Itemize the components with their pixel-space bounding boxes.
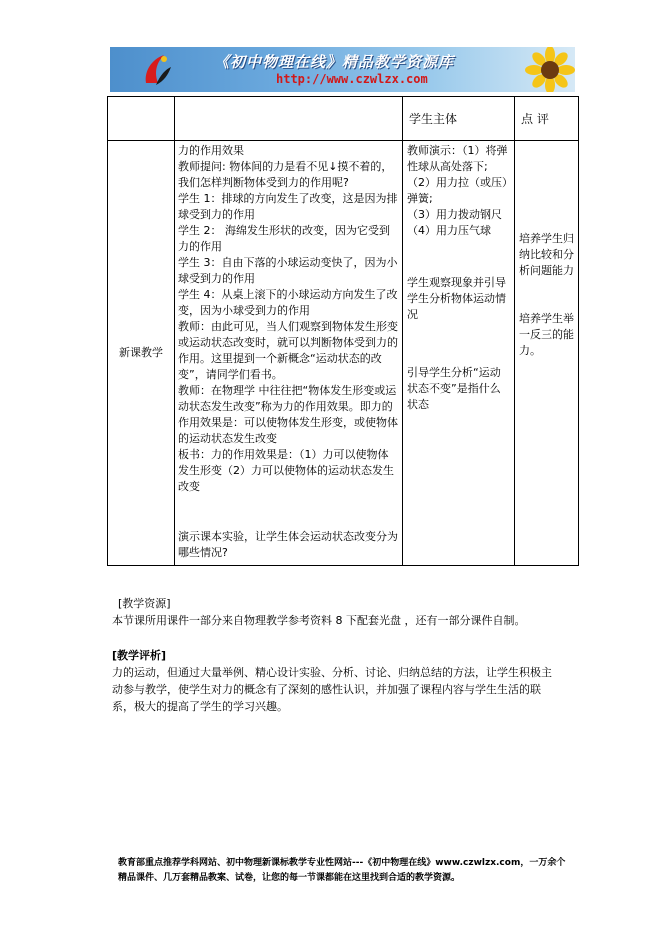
resources-heading: [教学资源] [118, 597, 171, 610]
demo-line-4: （4）用力压气球 [407, 224, 491, 237]
teacher-summary: 教师：由此可见，当人们观察到物体发生形变或运动状态改变时，就可以判断物体受到力的作用。这里提到一个新概念“运动状态的改变”，请同学们看书。 [178, 320, 398, 381]
table-header-row [108, 97, 579, 141]
demo-line-2: （2）用力拉（或压）弹簧; [407, 176, 508, 205]
header-student-main: 学生主体 [403, 97, 515, 141]
teacher-student-cell [175, 141, 403, 566]
comment-2: 培养学生举一反三的能力。 [519, 312, 574, 357]
banner-title: 《初中物理在线》精品教学资源库 [214, 53, 455, 71]
banner-url[interactable]: http://www.czwlzx.com [276, 72, 428, 86]
evaluation-body: 力的运动，但通过大量举例、精心设计实验、分析、讨论、归纳总结的方法，让学生积极主动参与教学，使学生对力的概念有了深刻的感性认识，并加强了课程内容与学生生活的联系，极大的提高了学生的学习兴趣。 [112, 666, 552, 713]
student-answer-1: 学生 1：排球的方向发生了改变，这是因为排球受到力的作用 [178, 192, 398, 221]
site-logo-icon [142, 53, 172, 87]
student-answer-4: 学生 4：从桌上滚下的小球运动方向发生了改变，因为小球受到力的作用 [178, 288, 398, 317]
comments-cell [515, 141, 579, 566]
teacher-definition: 教师：在物理学 中往往把“物体发生形变或运动状态发生改变”称为力的作用效果。即力的作用效果是：可以使物体发生形变，或使物体的运动状态发生改变 [178, 384, 398, 445]
demo-experiment: 演示课本实验，让学生体会运动状态改变分为哪些情况? [178, 530, 398, 559]
guide-text: 引导学生分析“运动状态不变”是指什么状态 [407, 366, 501, 411]
page-footer: 教育部重点推荐学科网站、初中物理新课标教学专业性网站---《初中物理在线》www.czwlzx.com，一万余个精品课件、几万套精品教案、试卷，让您的每一节课都能在这里找到合适的教学资源。 [118, 858, 566, 883]
student-main-cell [403, 141, 515, 566]
resources-body: 本节课所用课件一部分来自物理教学参考资料 8 下配套光盘 ，还有一部分课件自制。 [112, 614, 526, 627]
blackboard-note: 板书：力的作用效果是：（1）力可以使物体发生形变（2）力可以使物体的运动状态发生改变 [178, 448, 394, 493]
teacher-question: 教师提问: 物体间的力是看不见↓摸不着的，我们怎样判断物体受到力的作用呢? [178, 160, 393, 189]
header-cell-empty-2 [175, 97, 403, 141]
section-title: 力的作用效果 [178, 144, 244, 157]
lesson-table [107, 96, 579, 566]
demo-line-1: 教师演示：（1）将弹性球从高处落下; [407, 144, 508, 173]
row-label: 新课教学 [108, 141, 175, 566]
site-banner [110, 47, 575, 92]
header-cell-empty-1 [108, 97, 175, 141]
student-answer-3: 学生 3：自由下落的小球运动变快了，因为小球受到力的作用 [178, 256, 398, 285]
sunflower-icon [520, 47, 575, 92]
comment-1: 培养学生归纳比较和分析问题能力 [519, 232, 574, 277]
table-row [108, 141, 579, 566]
header-comments: 点 评 [515, 97, 579, 141]
evaluation-heading: [教学评析] [112, 649, 167, 662]
demo-line-3: （3）用力拨动钢尺 [407, 208, 502, 221]
student-answer-2: 学生 2： 海绵发生形状的改变，因为它受到力的作用 [178, 224, 390, 253]
observe-text: 学生观察现象并引导学生分析物体运动情况 [407, 276, 506, 321]
